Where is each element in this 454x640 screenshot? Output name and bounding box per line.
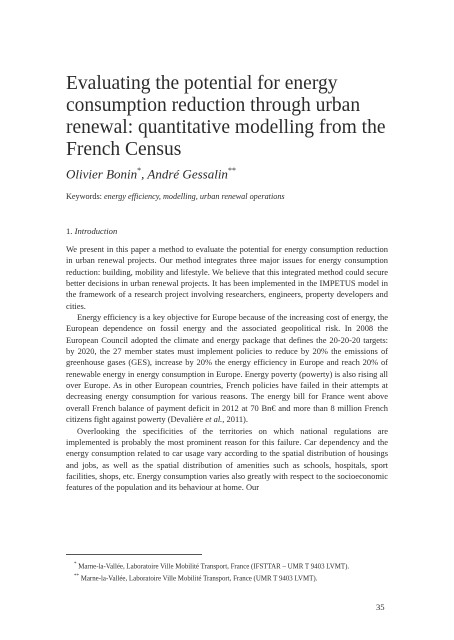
section-number: 1. bbox=[66, 226, 75, 236]
author-separator: , bbox=[141, 166, 148, 182]
section-title: Introduction bbox=[74, 226, 118, 236]
footnotes bbox=[66, 560, 388, 583]
paragraph-3: Overlooking the specificities of the territories on which national regulations are implemented is probably the most prominent reason for this failure. Car dependency and the energy consumption related to car usage vary according to the spatial distribution of housings and jobs, as well as the spatial distribution of amenities such as schools, hospitals, sport facilities, shops, etc. Energy consumption varies also greatly with respect to the socioeconomic features of the population and its behaviour at home. Our bbox=[66, 425, 388, 493]
footnote-1 bbox=[66, 560, 388, 572]
footnote-2-mark: ** bbox=[74, 573, 79, 579]
keywords-terms: energy efficiency, modelling, urban renewal operations bbox=[103, 192, 285, 201]
author-line bbox=[66, 163, 396, 182]
keywords-line bbox=[66, 191, 396, 202]
page-number: 35 bbox=[376, 602, 385, 612]
paragraph-1: We present in this paper a method to evaluate the potential for energy consumption reduction in urban renewal projects. Our method integrates three major issues for energy consumption reduction: building, mobility and lifestyle. We believe that this integrated method could secure better decisions in urban renewal projects. It has been implemented in the IMPETUS model in the framework of a research project involving researchers, engineers, property developers and cities. bbox=[66, 244, 388, 311]
paragraph-2 bbox=[66, 312, 388, 425]
paragraph-2-citation-etal: et al. bbox=[205, 414, 223, 425]
footnote-1-mark: * bbox=[74, 562, 77, 567]
paragraph-2-text: Energy efficiency is a key objective for Europe because of the increasing cost of energy, the European dependence on fossil energy and the associated geopolitical risk. In 2008 the European Council adopted the climate and energy package that defines the 20-20-20 targets: by 2020, the 27 member states must implement policies to reduce by 20% the emissions of greenhouse gases (GES), increase by 20% the energy efficiency in Europe and reach 20% of renewable energy in energy consumption in Europe. Energy poverty (powerty) is also rising all over Europe. As in other European countries, French policies have failed in their attempts at decreasing energy consumption for various reasons. The energy bill for France went above overall French balance of payment deficit in 2012 at 70 Bn€ and more than 8 million French citizens fight against powerty (Devalière bbox=[66, 312, 388, 425]
footnote-2 bbox=[66, 572, 388, 584]
footnote-2-text: Marne-la-Vallée, Laboratoire Ville Mobilité Transport, France (UMR T 9403 LVMT). bbox=[79, 574, 318, 582]
author-2-name: André Gessalin bbox=[147, 166, 228, 182]
body-text bbox=[66, 244, 388, 494]
author-2-footnote-mark: ** bbox=[227, 166, 236, 175]
paragraph-2-text-end: , 2011). bbox=[222, 414, 248, 425]
paper-title: Evaluating the potential for energy consumption reduction through urban renewal: quantitative modelling from the French Census bbox=[66, 73, 386, 160]
keywords-label: Keywords: bbox=[66, 192, 104, 201]
footnote-1-text: Marne-la-Vallée, Laboratoire Ville Mobilité Transport, France (IFSTTAR – UMR T 9403 LVMT). bbox=[76, 563, 350, 571]
author-1-footnote-mark: * bbox=[137, 166, 142, 175]
section-heading bbox=[66, 226, 117, 237]
author-1-name: Olivier Bonin bbox=[66, 166, 138, 182]
footnote-divider bbox=[66, 554, 202, 555]
